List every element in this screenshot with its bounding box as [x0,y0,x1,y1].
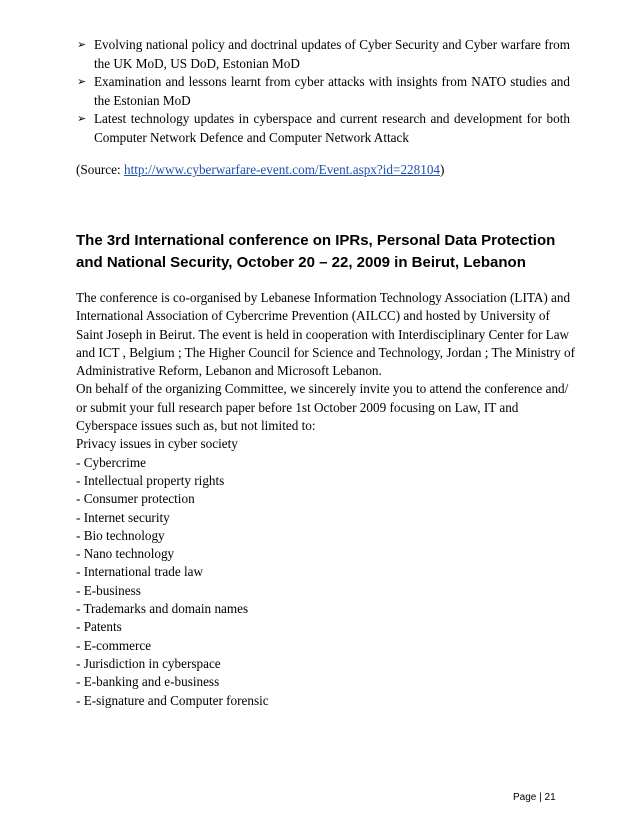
section-heading: The 3rd International conference on IPRs, Personal Data Protection and National Security, October 20 – 22, 2009 in Beirut, Lebanon [76,232,556,271]
paragraph-organisers: The conference is co-organised by Lebanese Information Technology Association (LITA) and International Association of Cybercrime Prevention (AILCC) and hosted by University of Saint Joseph in Beirut. The event is held in cooperation with Interdisciplinary Center for Law and ICT , Belgium ; The Higher Council for Science and Technology, Jordan ; The Ministry of Administrative Reform, Lebanon and Microsoft Lebanon. [76,290,576,379]
topics-list [76,454,576,710]
list-item: - Cybercrime [76,454,146,470]
topics-intro: Privacy issues in cyber society [76,436,238,452]
bullet-item [77,36,570,73]
list-item: - Intellectual property rights [76,472,225,488]
page-number: Page | 21 [513,792,556,803]
list-item: - E-banking and e-business [76,674,220,690]
bullet-text: Examination and lessons learnt from cyber attacks with insights from NATO studies and the Estonian MoD [94,74,570,108]
source-prefix: (Source: [76,162,124,177]
list-item: - International trade law [76,564,204,580]
bullet-list [77,36,570,147]
list-item: - E-signature and Computer forensic [76,692,269,708]
list-item: - Consumer protection [76,491,195,507]
list-item: - Trademarks and domain names [76,601,249,617]
list-item: - Internet security [76,509,170,525]
bullet-text: Evolving national policy and doctrinal updates of Cyber Security and Cyber warfare from the UK MoD, US DoD, Estonian MoD [94,37,570,71]
source-link[interactable]: http://www.cyberwarfare-event.com/Event.aspx?id=228104 [123,162,441,177]
source-line [76,161,444,179]
bullet-item [77,110,570,147]
list-item: - Nano technology [76,546,175,562]
bullet-text: Latest technology updates in cyberspace and current research and development for both Computer Network Defence and Computer Network Attack [94,111,570,145]
list-item: - E-business [76,582,141,598]
arrow-bullet-icon: ➢ [77,75,87,88]
list-item: - E-commerce [76,637,152,653]
list-item: - Bio technology [76,527,165,543]
paragraph-invitation: On behalf of the organizing Committee, we sincerely invite you to attend the conference and/ or submit your full research paper before 1st October 2009 focusing on Law, IT and Cyberspace issues such as, but not limited to: [76,381,569,434]
arrow-bullet-icon: ➢ [77,112,87,125]
list-item: - Jurisdiction in cyberspace [76,655,221,671]
section-body [76,289,576,710]
list-item: - Patents [76,619,122,635]
bullet-item [77,73,570,110]
arrow-bullet-icon: ➢ [77,38,87,51]
source-suffix: ) [440,162,445,177]
